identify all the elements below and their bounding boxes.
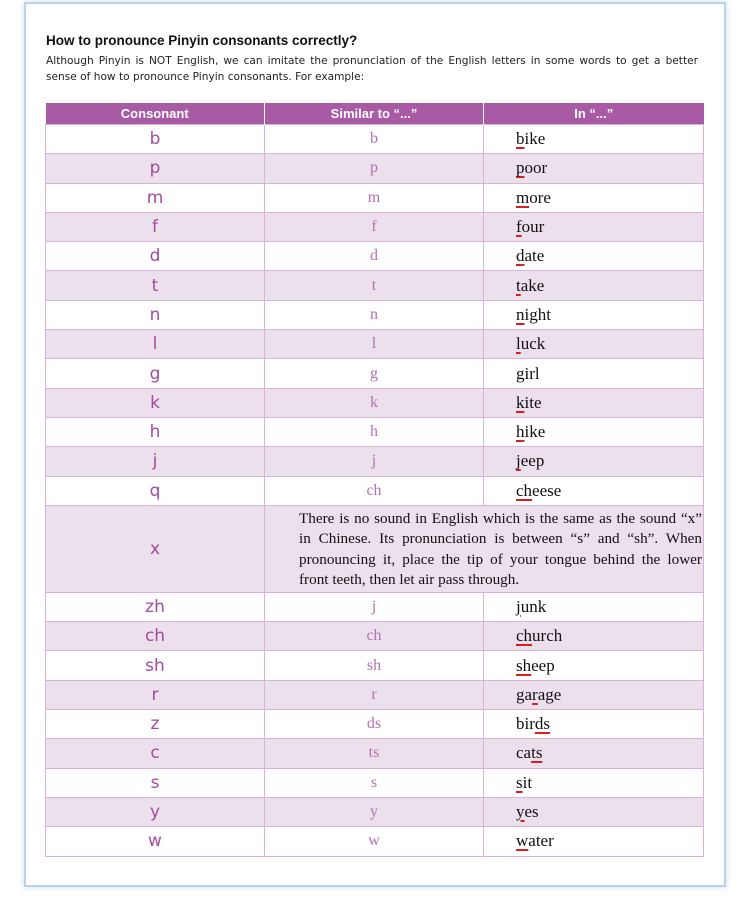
consonant-cell: q (46, 476, 265, 505)
similar-sound-cell: n (265, 300, 484, 329)
consonant-table (45, 103, 704, 857)
similar-sound-cell: w (265, 827, 484, 856)
example-word-suffix: it (522, 772, 533, 792)
example-word-highlight: j (516, 451, 521, 471)
example-word-highlight: h (516, 422, 525, 442)
table-row (46, 388, 704, 417)
example-word-highlight: n (516, 304, 525, 324)
similar-sound-cell: ch (265, 622, 484, 651)
example-word-cell (484, 797, 704, 826)
example-word-cell (484, 330, 704, 359)
example-word-highlight: t (516, 275, 521, 295)
consonant-cell: b (46, 125, 265, 154)
consonant-cell: r (46, 680, 265, 709)
example-word-cell (484, 212, 704, 241)
consonant-cell: d (46, 242, 265, 271)
similar-sound-cell: j (265, 447, 484, 476)
similar-sound-cell: m (265, 183, 484, 212)
example-word-suffix: es (524, 802, 539, 822)
example-word-suffix: uck (520, 334, 546, 354)
example-word-suffix: ate (524, 246, 545, 266)
example-word-cell (484, 242, 704, 271)
consonant-cell: g (46, 359, 265, 388)
example-word-suffix: ater (528, 831, 554, 851)
example-word-prefix: ca (516, 743, 532, 763)
table-row (46, 797, 704, 826)
pronunciation-note: There is no sound in English which is the same as the sound “x” in Chinese. Its pronunciation is between “s” and “sh”. When pronouncing it, place the tip of your tongue behind the lower front teeth, then let air pass through. (265, 505, 704, 592)
header-similar: Similar to “...” (265, 103, 484, 125)
consonant-cell: h (46, 417, 265, 446)
example-word-cell (484, 622, 704, 651)
example-word-suffix: age (537, 684, 562, 704)
consonant-cell: z (46, 710, 265, 739)
similar-sound-cell: s (265, 768, 484, 797)
table-row (46, 212, 704, 241)
example-word-suffix: ike (524, 129, 546, 149)
example-word-highlight: k (516, 392, 525, 412)
similar-sound-cell: sh (265, 651, 484, 680)
page-title: How to pronounce Pinyin consonants correctly? (46, 33, 358, 48)
similar-sound-cell: j (265, 592, 484, 621)
consonant-cell: k (46, 388, 265, 417)
table-row (46, 271, 704, 300)
example-word-suffix: oor (524, 158, 548, 178)
table-row (46, 154, 704, 183)
example-word-cell (484, 154, 704, 183)
example-word-cell (484, 359, 704, 388)
consonant-cell: c (46, 739, 265, 768)
example-word-cell (484, 592, 704, 621)
example-word-suffix: urch (532, 626, 563, 646)
consonant-cell: x (46, 505, 265, 592)
example-word-prefix: bir (516, 714, 535, 734)
similar-sound-cell: ds (265, 710, 484, 739)
example-word-highlight: l (516, 334, 521, 354)
example-word-cell (484, 651, 704, 680)
example-word-highlight: p (516, 158, 525, 178)
example-word-suffix: eep (520, 451, 545, 471)
similar-sound-cell: r (265, 680, 484, 709)
table-row (46, 242, 704, 271)
example-word-highlight: m (516, 187, 530, 207)
example-word-cell (484, 183, 704, 212)
example-word-highlight: w (516, 831, 529, 851)
table-row (46, 592, 704, 621)
table-row (46, 359, 704, 388)
consonant-cell: w (46, 827, 265, 856)
consonant-cell: m (46, 183, 265, 212)
example-word-suffix: ite (524, 392, 542, 412)
example-word-cell (484, 447, 704, 476)
similar-sound-cell: g (265, 359, 484, 388)
example-word-suffix: ight (524, 304, 551, 324)
similar-sound-cell: p (265, 154, 484, 183)
table-row (46, 739, 704, 768)
example-word-highlight: r (532, 684, 538, 704)
similar-sound-cell: f (265, 212, 484, 241)
header-example-word: In “...” (484, 103, 704, 125)
table-row (46, 476, 704, 505)
example-word-highlight: g (516, 363, 525, 383)
consonant-cell: p (46, 154, 265, 183)
example-word-cell (484, 300, 704, 329)
table-row (46, 183, 704, 212)
example-word-highlight: ch (516, 626, 533, 646)
table-row (46, 417, 704, 446)
example-word-highlight: d (516, 246, 525, 266)
example-word-cell (484, 680, 704, 709)
similar-sound-cell: h (265, 417, 484, 446)
intro-paragraph: Although Pinyin is NOT English, we can imitate the pronunciation of the English letters in some words to get a better sense of how to pronounce Pinyin consonants. For example: (46, 55, 698, 83)
table-row (46, 710, 704, 739)
consonant-cell: ch (46, 622, 265, 651)
example-word-cell (484, 768, 704, 797)
example-word-suffix: eep (531, 655, 555, 675)
example-word-prefix: ga (516, 684, 533, 704)
table-row (46, 505, 704, 592)
similar-sound-cell: ts (265, 739, 484, 768)
example-word-highlight: ds (534, 714, 551, 734)
consonant-cell: n (46, 300, 265, 329)
table-row (46, 827, 704, 856)
example-word-highlight: f (516, 217, 522, 237)
table-row (46, 125, 704, 154)
example-word-highlight: sh (516, 655, 532, 675)
table-row (46, 300, 704, 329)
similar-sound-cell: y (265, 797, 484, 826)
similar-sound-cell: t (265, 271, 484, 300)
table-row (46, 447, 704, 476)
example-word-highlight: b (516, 129, 525, 149)
similar-sound-cell: d (265, 242, 484, 271)
table-row (46, 680, 704, 709)
table-row (46, 768, 704, 797)
example-word-suffix: our (521, 217, 545, 237)
example-word-suffix: ake (520, 275, 545, 295)
example-word-highlight: y (516, 802, 525, 822)
consonant-cell: zh (46, 592, 265, 621)
example-word-highlight: j (516, 597, 521, 616)
consonant-cell: j (46, 447, 265, 476)
example-word-suffix: unk (520, 597, 547, 616)
example-word-suffix: ike (524, 422, 546, 442)
consonant-cell: f (46, 212, 265, 241)
consonant-cell: t (46, 271, 265, 300)
similar-sound-cell: b (265, 125, 484, 154)
example-word-highlight: ch (516, 480, 533, 500)
example-word-cell (484, 739, 704, 768)
example-word-cell (484, 417, 704, 446)
example-word-suffix: eese (532, 480, 562, 500)
table-header-row (46, 103, 704, 125)
example-word-cell (484, 388, 704, 417)
example-word-cell (484, 271, 704, 300)
table-row (46, 651, 704, 680)
example-word-suffix: ore (529, 187, 551, 207)
example-word-cell (484, 476, 704, 505)
consonant-cell: y (46, 797, 265, 826)
header-consonant: Consonant (46, 103, 265, 125)
example-word-highlight: s (516, 772, 523, 792)
similar-sound-cell: k (265, 388, 484, 417)
table-body (46, 125, 704, 857)
consonant-cell: s (46, 768, 265, 797)
example-word-cell (484, 125, 704, 154)
table-row (46, 622, 704, 651)
example-word-cell (484, 827, 704, 856)
example-word-suffix: irl (524, 363, 540, 383)
example-word-cell (484, 710, 704, 739)
example-word-highlight: ts (531, 743, 543, 763)
consonant-cell: l (46, 330, 265, 359)
consonant-cell: sh (46, 651, 265, 680)
similar-sound-cell: l (265, 330, 484, 359)
table-row (46, 330, 704, 359)
similar-sound-cell: ch (265, 476, 484, 505)
